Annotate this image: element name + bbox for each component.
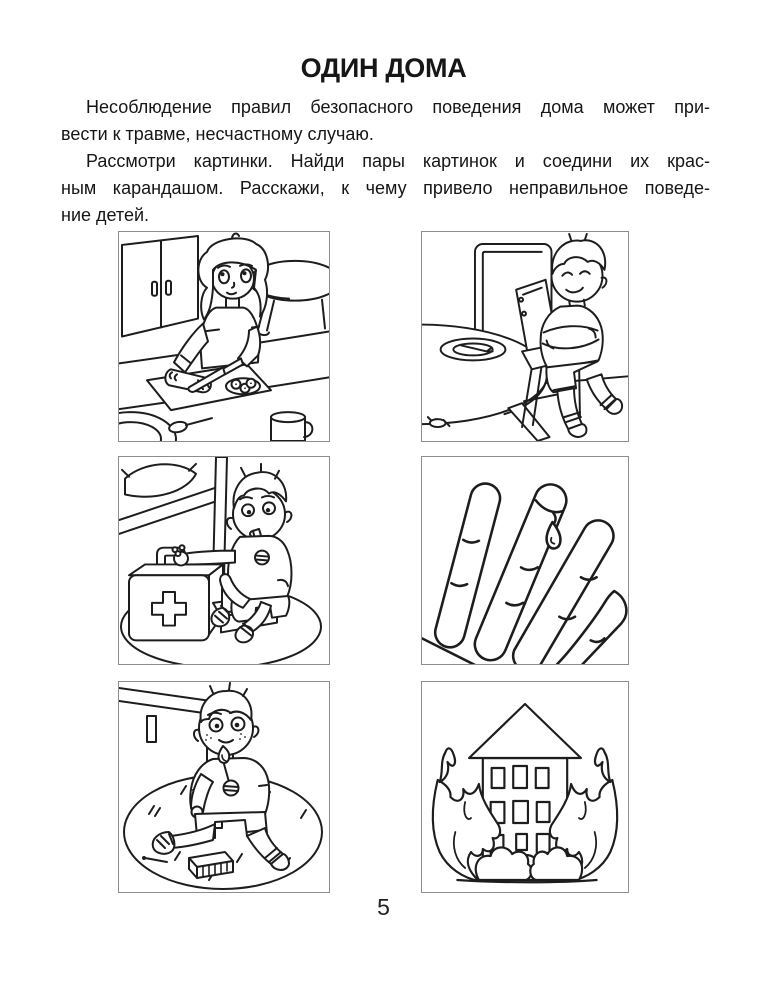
- burning-house-drawing: [422, 682, 628, 892]
- picture-boy-medicine-illustration: [118, 456, 330, 665]
- paragraph-line: ние детей.: [61, 205, 150, 225]
- cut-finger-drawing: [422, 457, 628, 664]
- picture-boy-on-chair-illustration: [421, 231, 629, 442]
- page-number: 5: [377, 894, 390, 920]
- boy-medicine-drawing: [119, 457, 329, 664]
- paragraph-line: Несоблюдение правил безопасного поведения дома может при-: [86, 97, 710, 117]
- page-title: ОДИН ДОМА: [300, 53, 467, 83]
- intro-text: [61, 94, 710, 229]
- picture-burning-house-illustration: [421, 681, 629, 893]
- picture-girl-cutting-illustration: [118, 231, 330, 442]
- paragraph-line: Рассмотри картинки. Найди пары картинок и соедини их крас-: [86, 151, 710, 171]
- paragraph-line: ным карандашом. Расскажи, к чему привело неправильное поведе-: [61, 178, 710, 198]
- girl-cutting-drawing: [119, 232, 329, 441]
- boy-on-chair-drawing: [422, 232, 628, 441]
- picture-cut-finger-illustration: [421, 456, 629, 665]
- boy-matches-drawing: [119, 682, 329, 892]
- paragraph-line: вести к травме, несчастному случаю.: [61, 124, 374, 144]
- picture-boy-matches-illustration: [118, 681, 330, 893]
